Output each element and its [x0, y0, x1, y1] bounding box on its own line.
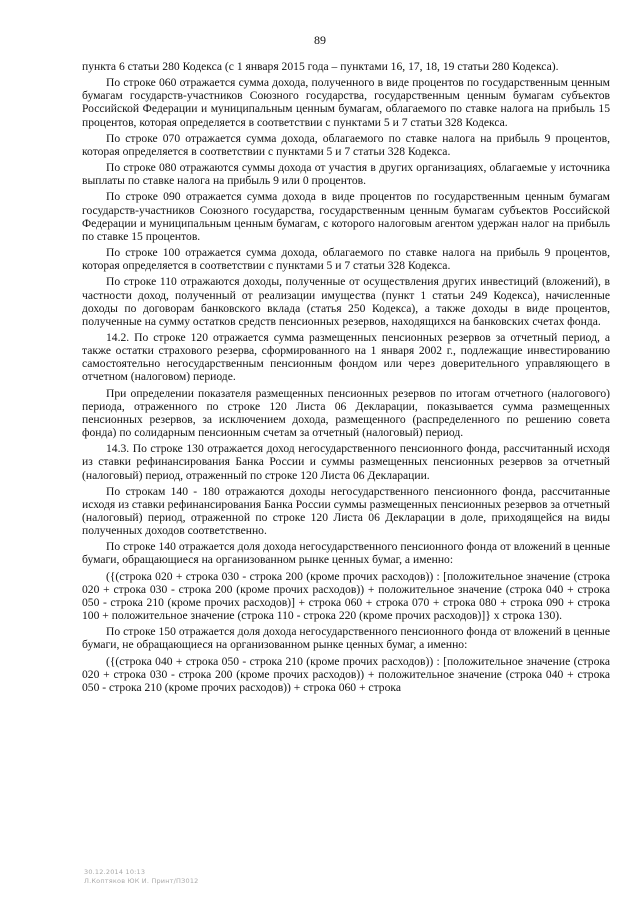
paragraph: По строкам 140 - 180 отражаются доходы негосударственного пенсионного фонда, рассчитанные исходя из ставки рефинансирования Банка России суммы размещенных пенсионных резервов за отчетный (налоговый) период, отраженной по строке 120 Листа 06 Декларации в доле, приходящейся на виды полученных доходов соответственно.: [82, 484, 610, 538]
paragraph: По строке 090 отражается сумма дохода в виде процентов по государственным ценным бумагам государств-участников Союзного государства, государственным ценным бумагам субъектов Российской Федерации и муниципальным ценным бумагам, с которого налоговым агентом удержан налог на прибыль по ставке 15 процентов.: [82, 190, 610, 243]
body-text: [82, 60, 610, 697]
stamp-line: 30.12.2014 10:13: [84, 868, 146, 876]
formula-paragraph: ({(строка 040 + строка 050 - строка 210 (кроме прочих расходов)) : [положительное значение (строка 020 + строка 030 - строка 200 (кроме прочих расходов)) + положительное значение (строка 040 + строка 050 - строка 210 (кроме прочих расходов)) + строка 060 + строка: [82, 654, 610, 694]
formula-paragraph: ({(строка 020 + строка 030 - строка 200 (кроме прочих расходов)) : [положительное значение (строка 020 + строка 030 - строка 200 (кроме прочих расходов)) + положительное значение (строка 040 + строка 050 - строка 210 (кроме прочих расходов)] + строка 060 + строка 070 + строка 080 + строка 090 + строка 100 + положительное значение (строка 110 - строка 220 (кроме прочих расходов)]} x строка 130).: [82, 569, 610, 623]
paragraph: 14.3. По строке 130 отражается доход негосударственного пенсионного фонда, рассчитанный исходя из ставки рефинансирования Банка России и суммы размещенных пенсионных резервов за отчетный (налоговый) период, отраженный по строке 120 Листа 06 Декларации.: [82, 442, 610, 482]
paragraph: 14.2. По строке 120 отражается сумма размещенных пенсионных резервов за отчетный период, а также остатки страхового резерва, сформированного на 1 января 2002 г., подлежащие инвестированию самостоятельно негосударственным пенсионным фондом или через доверительного управляющего в отчетном (налоговом) периоде.: [82, 330, 610, 384]
paragraph: При определении показателя размещенных пенсионных резервов по итогам отчетного (налогового) периода, отраженного по строке 120 Листа 06 Декларации, показывается сумма размещенных пенсионных резервов, за исключением дохода, размещенного (распределенного по решению совета фонда) по солидарным пенсионным счетам за отчетный (налоговый) период.: [82, 386, 610, 440]
paragraph: По строке 080 отражаются суммы дохода от участия в других организациях, облагаемые у источника выплаты по ставке налога на прибыль 9 или 0 процентов.: [82, 161, 610, 188]
paragraph: По строке 060 отражается сумма дохода, полученного в виде процентов по государственным ценным бумагам государств-участников Союзного государства, государственным ценным бумагам субъектов Российской Федерации и муниципальным ценным бумагам, облагаемого по ставке налога на прибыль 15 процентов, которая определяется в соответствии с пунктами 5 и 7 статьи 328 Кодекса.: [82, 76, 610, 129]
page-number: 89: [314, 33, 326, 47]
print-stamp: [84, 868, 199, 886]
paragraph: По строке 150 отражается доля дохода негосударственного пенсионного фонда от вложений в ценные бумаги, не обращающиеся на организованном рынке ценных бумаг, а именно:: [82, 625, 610, 652]
paragraph: По строке 110 отражаются доходы, полученные от осуществления других инвестиций (вложений), в частности доход, полученный от реализации имущества (пункт 1 статьи 249 Кодекса), начисленные доходы по договорам банковского вклада (статья 250 Кодекса), а также доходы в виде процентов, полученные на сумму остатков средств пенсионных резервов, находящихся на банковских счетах фонда.: [82, 275, 610, 328]
paragraph: пункта 6 статьи 280 Кодекса (с 1 января 2015 года – пунктами 16, 17, 18, 19 статьи 280 Кодекса).: [82, 60, 559, 73]
paragraph: По строке 100 отражается сумма дохода, облагаемого по ставке налога на прибыль 9 процентов, которая определяется в соответствии с пунктами 5 и 7 статьи 328 Кодекса.: [82, 246, 610, 273]
paragraph: По строке 140 отражается доля дохода негосударственного пенсионного фонда от вложений в ценные бумаги, обращающиеся на организованном рынке ценных бумаг, а именно:: [82, 540, 610, 567]
stamp-line: Л.Коптяков ЮК И. Принт/ПЗ012: [84, 877, 199, 885]
paragraph: По строке 070 отражается сумма дохода, облагаемого по ставке налога на прибыль 9 процентов, которая определяется в соответствии с пунктами 5 и 7 статьи 328 Кодекса.: [82, 131, 610, 158]
